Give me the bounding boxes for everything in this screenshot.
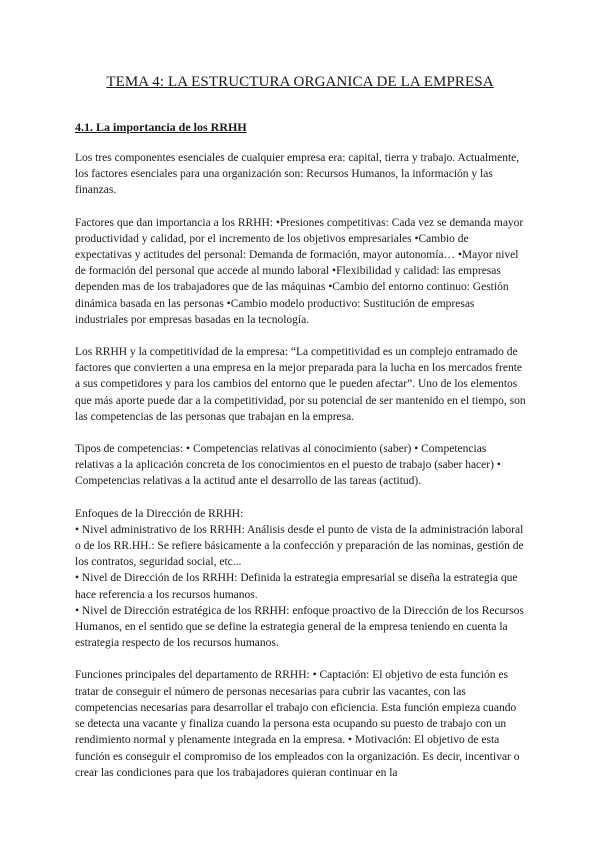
list-item-direction-level: • Nivel de Dirección de los RRHH: Definida la estrategia empresarial se diseña la estrategia que hace referencia a los recursos humanos. [75,572,518,601]
paragraph-factors: Factores que dan importancia a los RRHH: •Presiones competitivas: Cada vez se demanda mayor productividad y calidad, por el incremento de los objetivos empresariales •Cambio de expectativas y actitudes del personal: Demanda de formación, mayor autonomía… •Mayor nivel de formación del personal que accede al mundo laboral •Flexibilidad y calidad: las empresas dependen mas de los trabajadores que de las máquinas •Cambio del entorno continuo: Gestión dinámica basada en las personas •Cambio modelo productivo: Sustitución de empresas industriales por empresas basadas en la tecnología. [75,216,524,326]
list-item-administrative-level: • Nivel administrativo de los RRHH: Análisis desde el punto de vista de la administración laboral o de los RR.HH.: Se refiere básicamente a la confección y preparación de las nominas, gestión de los contratos, seguridad social, etc... [75,523,524,569]
document-title: TEMA 4: LA ESTRUCTURA ORGANICA DE LA EMPRESA [106,74,494,90]
list-item-strategic-level: • Nivel de Dirección estratégica de los RRHH: enfoque proactivo de la Dirección de los Recursos Humanos, en el sentido que se define la estrategia general de la empresa teniendo en cuenta la estrategia respecto de los recursos humanos. [75,604,524,650]
paragraph-components: Los tres componentes esenciales de cualquier empresa era: capital, tierra y trabajo. Actualmente, los factores esenciales para una organización son: Recursos Humanos, la información y las finanzas. [75,152,520,197]
paragraph-approaches-heading: Enfoques de la Dirección de RRHH: [75,507,244,520]
document-body [75,150,527,781]
paragraph-competitiveness: Los RRHH y la competitividad de la empresa: “La competitividad es un complejo entramado de factores que convierten a una empresa en la mejor preparada para la lucha en los mercados frente a sus competidores y para los cambios del entorno que le pueden afectar”. Uno de los elementos que más aporte puede dar a la competitividad, por su potencial de ser mantenido en el tiempo, son las competencias de las personas que trabajan en la empresa. [75,346,526,423]
paragraph-main-functions: Funciones principales del departamento de RRHH: • Captación: El objetivo de esta función es tratar de conseguir el número de personas necesarias para cubrir las vacantes, con las competencias necesarias para desarrollar el trabajo con eficiencia. Esta función empieza cuando se detecta una vacante y finaliza cuando la persona esta ocupando su puesto de trabajo con un rendimiento normal y plenamente integrada en la empresa. • Motivación: El objetivo de esta función es conseguir el compromiso de los empleados con la organización. Es decir, incentivar o crear las condiciones para que los trabajadores quieran continuar en la [75,669,520,779]
paragraph-competency-types: Tipos de competencias: • Competencias relativas al conocimiento (saber) • Competencias relativas a la aplicación concreta de los conocimientos en el puesto de trabajo (saber hacer) • Competencias relativas a la actitud ante el desarrollo de las tareas (actitud). [75,443,501,488]
section-heading: 4.1. La importancia de los RRHH [75,120,247,134]
